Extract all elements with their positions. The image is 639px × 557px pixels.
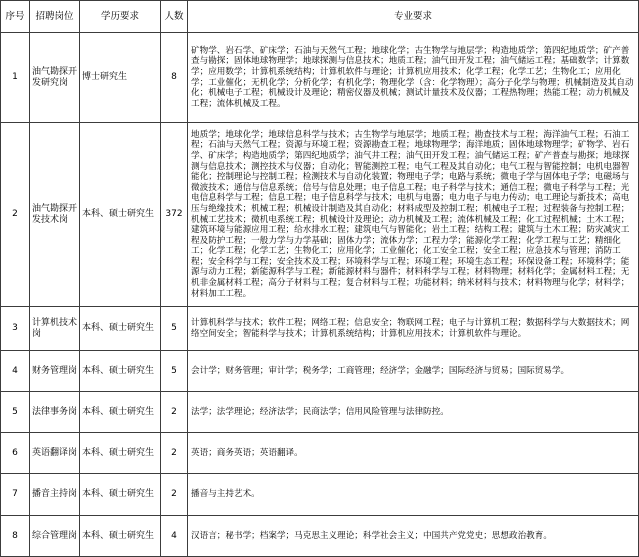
table-row xyxy=(1,516,639,557)
header-row xyxy=(1,1,639,33)
row-index: 7 xyxy=(1,474,30,516)
header-majors: 专业要求 xyxy=(188,1,639,33)
headcount: 2 xyxy=(161,392,188,433)
position-name: 计算机技术岗 xyxy=(30,307,80,351)
major-requirements: 会计学；财务管理；审计学；税务学；工商管理；经济学；金融学；国际经济与贸易；国际贸易学。 xyxy=(188,351,639,392)
headcount: 8 xyxy=(161,33,188,123)
education-requirement: 本科、硕士研究生 xyxy=(80,307,161,351)
row-index: 4 xyxy=(1,351,30,392)
header-index: 序号 xyxy=(1,1,30,33)
education-requirement: 博士研究生 xyxy=(80,33,161,123)
row-index: 5 xyxy=(1,392,30,433)
table-row xyxy=(1,433,639,474)
education-requirement: 本科、硕士研究生 xyxy=(80,516,161,557)
position-name: 油气勘探开发技术岗 xyxy=(30,123,80,307)
education-requirement: 本科、硕士研究生 xyxy=(80,123,161,307)
row-index: 8 xyxy=(1,516,30,557)
position-name: 法律事务岗 xyxy=(30,392,80,433)
position-name: 油气勘探开发研究岗 xyxy=(30,33,80,123)
row-index: 3 xyxy=(1,307,30,351)
major-requirements: 英语；商务英语；英语翻译。 xyxy=(188,433,639,474)
table-row xyxy=(1,474,639,516)
table-row xyxy=(1,307,639,351)
table-row xyxy=(1,351,639,392)
headcount: 4 xyxy=(161,516,188,557)
major-requirements: 汉语言；秘书学；档案学；马克思主义理论；科学社会主义；中国共产党党史；思想政治教育。 xyxy=(188,516,639,557)
header-position: 招聘岗位 xyxy=(30,1,80,33)
row-index: 6 xyxy=(1,433,30,474)
major-requirements: 计算机科学与技术；软件工程；网络工程；信息安全；物联网工程；电子与计算机工程；数据科学与大数据技术；网络空间安全；智能科学与技术；计算机系统结构；计算机应用技术；计算机软件与理论。 xyxy=(188,307,639,351)
major-requirements: 矿物学、岩石学、矿床学；石油与天然气工程；地球化学；古生物学与地层学；构造地质学；第四纪地质学；矿产普查与勘探；固体地球物理学；地球探测与信息技术；地质工程；油气田开发工程；油气储运工程；基础数学；计算数学；应用数学；计算机系统结构；计算机软件与理论；计算机应用技术；化学工程；化学工艺；生物化工；应用化学；工业催化；无机化学；分析化学；有机化学；物理化学（含：化学物理）；高分子化学与物理；机械制造及其自动化；机械电子工程；机械设计及理论；精密仪器及机械；测试计量技术及仪器；工程热物理；热能工程；动力机械及工程；流体机械及工程。 xyxy=(188,33,639,123)
headcount: 5 xyxy=(161,351,188,392)
header-education: 学历要求 xyxy=(80,1,161,33)
position-name: 英语翻译岗 xyxy=(30,433,80,474)
headcount: 5 xyxy=(161,307,188,351)
header-count: 人数 xyxy=(161,1,188,33)
major-requirements: 播音与主持艺术。 xyxy=(188,474,639,516)
headcount: 2 xyxy=(161,474,188,516)
headcount: 2 xyxy=(161,433,188,474)
education-requirement: 本科、硕士研究生 xyxy=(80,351,161,392)
education-requirement: 本科、硕士研究生 xyxy=(80,433,161,474)
education-requirement: 本科、硕士研究生 xyxy=(80,392,161,433)
major-requirements: 地质学；地球化学；地球信息科学与技术；古生物学与地层学；地质工程；勘查技术与工程；海洋油气工程；石油工程；石油与天然气工程；资源与环境工程；资源勘查工程；地球物理学；海洋地质；固体地球物理学；矿物学、岩石学、矿床学；构造地质学；第四纪地质学；油气井工程；油气田开发工程；油气储运工程；矿产普查与勘探；地球探测与信息技术；测控技术与仪器；自动化；智能测控工程；电气工程及其自动化；电气工程与智能控制；电机电器智能化；控制理论与控制工程；检测技术与自动化装置；物理电子学；电路与系统；微电子学与固体电子学；电磁场与微波技术；通信与信息系统；信号与信息处理；电子信息工程；电子科学与技术；通信工程；微电子科学与工程；光电信息科学与工程；信息工程；电子信息科学与技术；电机与电器；电力电子与电力传动；电工理论与新技术；高电压与绝缘技术；机械工程；机械设计制造及其自动化；材料成型及控制工程；机械电子工程；过程装备与控制工程；机械工艺技术；微机电系统工程；机械设计及理论；动力机械及工程；流体机械及工程；化工过程机械；土木工程；建筑环境与能源应用工程；给水排水工程；建筑电气与智能化；岩土工程；结构工程；建筑与土木工程；防灾减灾工程及防护工程；一般力学与力学基础；固体力学；流体力学；工程力学；能源化学工程；化学工程与工艺；精细化工；化学工程；化学工艺；生物化工；应用化学；工业催化；化工安全工程；安全工程；应急技术与管理；消防工程；安全科学与工程；安全技术及工程；环境科学与工程；环境工程；环境生态工程；环保设备工程；环境科学；能源与动力工程；新能源科学与工程；新能源材料与器件；材料科学与工程；材料物理；材料化学；金属材料工程；无机非金属材料工程；高分子材料与工程；复合材料与工程；功能材料；纳米材料与技术；材料物理与化学；材料学；材料加工工程。 xyxy=(188,123,639,307)
row-index: 1 xyxy=(1,33,30,123)
education-requirement: 本科、硕士研究生 xyxy=(80,474,161,516)
major-requirements: 法学；法学理论；经济法学；民商法学；信用风险管理与法律防控。 xyxy=(188,392,639,433)
position-name: 播音主持岗 xyxy=(30,474,80,516)
table-row xyxy=(1,392,639,433)
headcount: 372 xyxy=(161,123,188,307)
position-name: 财务管理岗 xyxy=(30,351,80,392)
table-row xyxy=(1,123,639,307)
row-index: 2 xyxy=(1,123,30,307)
position-name: 综合管理岗 xyxy=(30,516,80,557)
table-row xyxy=(1,33,639,123)
